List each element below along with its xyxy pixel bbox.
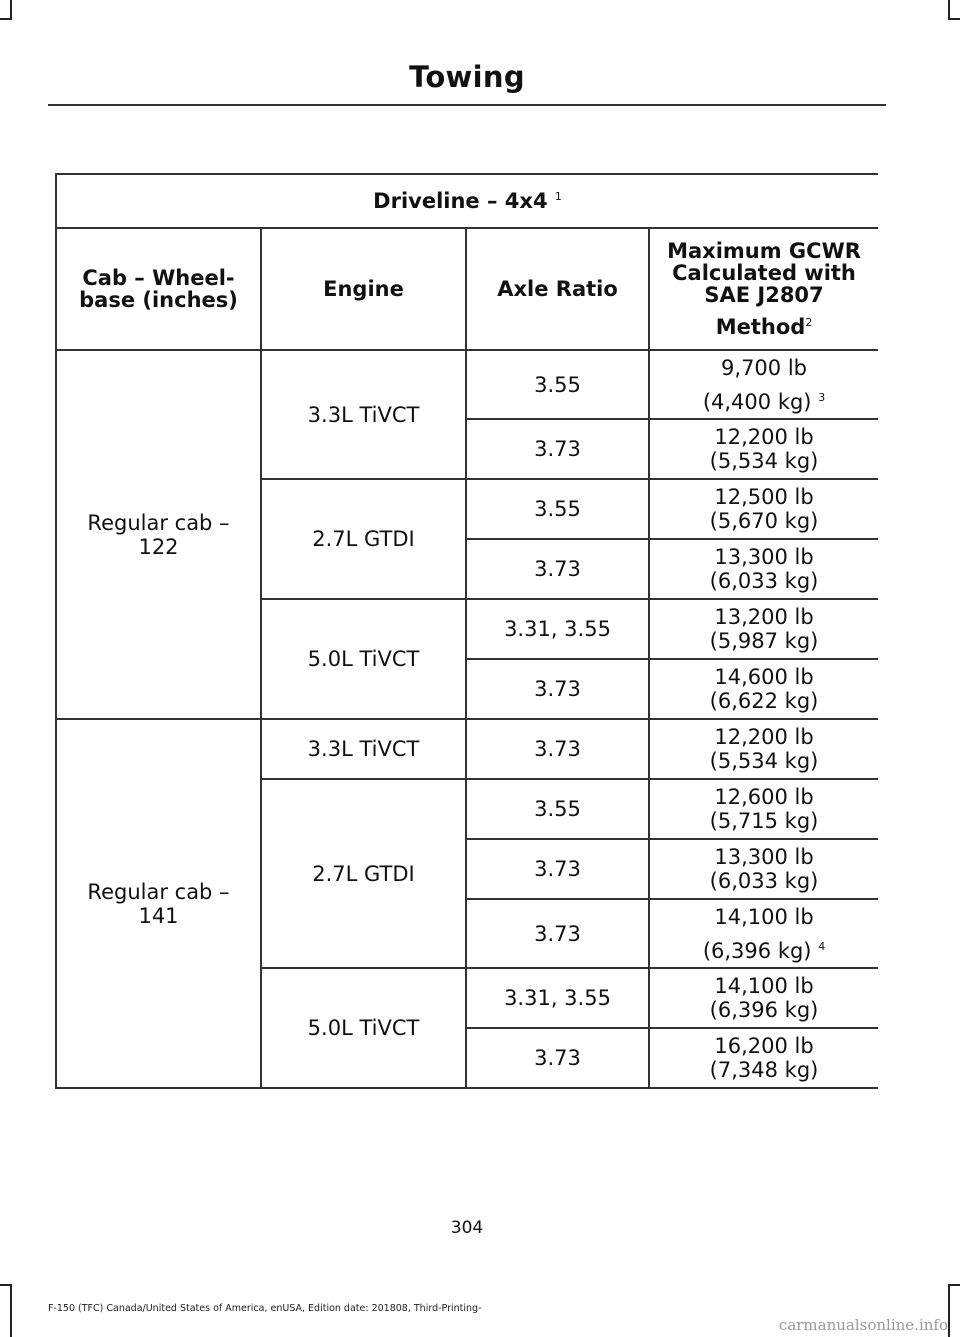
gcwr-lb: 12,200 lb (714, 425, 814, 449)
gcwr-cell (649, 419, 878, 479)
page-number: 304 (450, 1218, 484, 1238)
gcwr-lb: 13,300 lb (714, 845, 814, 869)
axle-cell: 3.55 (466, 479, 649, 539)
gcwr-lb: 12,500 lb (714, 485, 814, 509)
cab-line2: 141 (138, 903, 179, 928)
towing-table-container (55, 173, 878, 1130)
footer-edition-text: F-150 (TFC) Canada/United States of America, enUSA, Edition date: 201808, Third-Printing- (48, 1303, 482, 1314)
gcwr-lb: 9,700 lb (721, 355, 807, 380)
gcwr-cell (649, 479, 878, 539)
gcwr-lb: 14,100 lb (714, 974, 814, 998)
crop-mark-top-left-h (0, 18, 12, 20)
gcwr-cell (649, 899, 878, 968)
gcwr-footnote-3: 3 (818, 390, 826, 404)
gcwr-kg: (5,534 kg) (709, 449, 819, 473)
cab-line1: Regular cab – (87, 879, 230, 904)
gcwr-header-line2: Calculated with (672, 261, 856, 285)
gcwr-kg: (5,534 kg) (709, 749, 819, 773)
gcwr-lb: 12,200 lb (714, 725, 814, 749)
col-header-gcwr (649, 228, 878, 350)
axle-cell: 3.73 (466, 899, 649, 968)
axle-cell: 3.55 (466, 350, 649, 419)
gcwr-table (55, 173, 878, 1089)
engine-cell: 5.0L TiVCT (261, 599, 466, 719)
table-caption (56, 174, 878, 228)
gcwr-kg: (6,033 kg) (709, 869, 819, 893)
gcwr-cell (649, 779, 878, 839)
gcwr-cell (649, 1028, 878, 1088)
crop-mark-top-left (10, 0, 12, 18)
gcwr-kg: (5,670 kg) (709, 509, 819, 533)
gcwr-kg: (7,348 kg) (709, 1058, 819, 1082)
gcwr-cell (649, 968, 878, 1028)
caption-footnote: 1 (554, 190, 562, 203)
crop-mark-bottom-right-h (948, 1284, 960, 1286)
gcwr-lb: 16,200 lb (714, 1034, 814, 1058)
engine-cell: 2.7L GTDI (261, 479, 466, 599)
gcwr-lb: 13,300 lb (714, 545, 814, 569)
table-row (56, 350, 878, 419)
gcwr-kg: (5,715 kg) (709, 809, 819, 833)
col-header-axle: Axle Ratio (466, 228, 649, 350)
gcwr-cell (649, 839, 878, 899)
engine-cell: 3.3L TiVCT (261, 350, 466, 479)
gcwr-cell (649, 599, 878, 659)
axle-cell: 3.73 (466, 419, 649, 479)
gcwr-cell (649, 539, 878, 599)
axle-cell: 3.73 (466, 839, 649, 899)
gcwr-footnote-4: 4 (818, 939, 826, 953)
gcwr-kg-line (654, 939, 874, 963)
axle-cell: 3.31, 3.55 (466, 599, 649, 659)
gcwr-cell (649, 659, 878, 719)
crop-mark-bottom-right (948, 1284, 950, 1337)
cab-cell (56, 350, 261, 719)
table-caption-row (56, 174, 878, 228)
cab-line2: 122 (138, 534, 179, 559)
engine-cell: 5.0L TiVCT (261, 968, 466, 1088)
col-header-engine: Engine (261, 228, 466, 350)
crop-mark-bottom-left (10, 1284, 12, 1337)
gcwr-kg: (6,622 kg) (709, 689, 819, 713)
gcwr-lb: 14,600 lb (714, 665, 814, 689)
gcwr-lb: 14,100 lb (714, 904, 814, 929)
cab-line1: Regular cab – (87, 510, 230, 535)
gcwr-header-line1: Maximum GCWR (667, 239, 861, 263)
crop-mark-top-right (948, 0, 950, 18)
axle-cell: 3.73 (466, 1028, 649, 1088)
crop-mark-bottom-left-h (0, 1284, 12, 1286)
table-header-row (56, 228, 878, 350)
watermark: carmanualsonline.info (778, 1316, 948, 1334)
gcwr-lb: 13,200 lb (714, 605, 814, 629)
table-row (56, 719, 878, 779)
gcwr-kg: (6,396 kg) (702, 938, 812, 963)
gcwr-kg: (6,396 kg) (709, 998, 819, 1022)
col-header-cab: Cab – Wheel-base (inches) (56, 228, 261, 350)
page-title: Towing (409, 60, 525, 94)
axle-cell: 3.73 (466, 719, 649, 779)
crop-mark-top-right-h (948, 18, 960, 20)
axle-cell: 3.73 (466, 659, 649, 719)
gcwr-lb: 12,600 lb (714, 785, 814, 809)
gcwr-header-line4 (654, 316, 874, 338)
title-divider (48, 104, 886, 106)
engine-cell: 3.3L TiVCT (261, 719, 466, 779)
axle-cell: 3.55 (466, 779, 649, 839)
caption-text: Driveline – 4x4 (373, 189, 548, 213)
gcwr-footnote: 2 (805, 316, 813, 329)
gcwr-kg: (6,033 kg) (709, 569, 819, 593)
axle-cell: 3.31, 3.55 (466, 968, 649, 1028)
axle-cell: 3.73 (466, 539, 649, 599)
gcwr-header-line3: SAE J2807 (704, 283, 824, 307)
gcwr-cell (649, 350, 878, 419)
gcwr-kg: (4,400 kg) (702, 389, 812, 414)
gcwr-kg: (5,987 kg) (709, 629, 819, 653)
gcwr-cell (649, 719, 878, 779)
cab-cell (56, 719, 261, 1088)
gcwr-method-text: Method (715, 315, 806, 339)
gcwr-kg-line (654, 390, 874, 414)
engine-cell: 2.7L GTDI (261, 779, 466, 968)
